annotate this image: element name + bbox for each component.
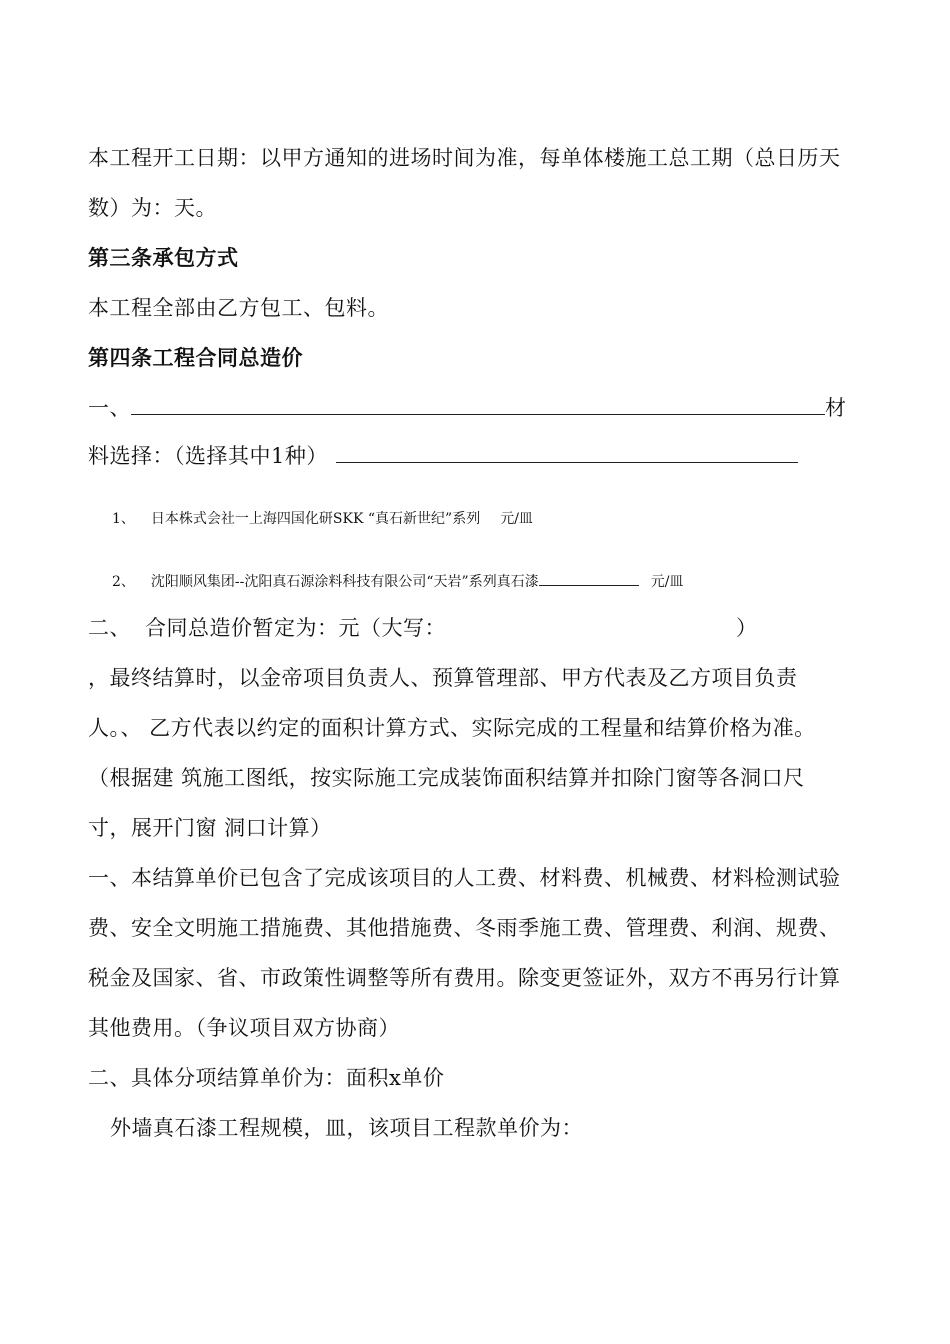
item-two-close: ） xyxy=(736,616,758,640)
item-two-line xyxy=(88,614,758,642)
paragraph-line-6: 费、安全文明施工措施费、其他措施费、冬雨季施工费、管理费、利润、规费、 xyxy=(88,916,841,940)
contract-method-text: 本工程全部由乙方包工、包料。 xyxy=(88,296,389,320)
material-choice-text: 料选择：（选择其中1种） xyxy=(88,444,328,468)
option-1 xyxy=(112,509,533,529)
option-2-text: 沈阳顺风集团--沈阳真石源涂料科技有限公司“天岩”系列真石漆 xyxy=(150,574,539,590)
paragraph-line-8: 其他费用。（争议项目双方协商） xyxy=(88,1016,400,1040)
paragraph-line-3: （根据建 筑施工图纸，按实际施工完成装饰面积结算并扣除门窗等各洞口尺 xyxy=(88,766,805,790)
item-two-prefix: 二、 xyxy=(88,616,131,640)
item-one-prefix: 一、 xyxy=(88,396,131,420)
start-date-text-line1: 本工程开工日期：以甲方通知的进场时间为准，每单体楼施工总工期（总日历天 xyxy=(88,146,841,170)
option-2-number: 2、 xyxy=(112,574,135,590)
paragraph-line-1: ，最终结算时，以金帝项目负责人、预算管理部、甲方代表及乙方项目负责 xyxy=(88,666,798,690)
material-choice-line xyxy=(88,442,798,470)
paragraph-line-5: 一、本结算单价已包含了完成该项目的人工费、材料费、机械费、材料检测试验 xyxy=(88,866,841,890)
section-heading-total-price: 第四条工程合同总造价 xyxy=(88,346,303,370)
option-1-unit: 元/皿 xyxy=(500,511,533,527)
blank-fill-line xyxy=(336,442,798,463)
option-2-unit: 元/皿 xyxy=(650,574,684,590)
item-two-text: 合同总造价暂定为：元（大写： xyxy=(145,616,446,640)
option-2 xyxy=(112,571,683,592)
item-one-line xyxy=(88,394,847,422)
blank-fill-line xyxy=(539,571,639,586)
paragraph-line-9: 二、具体分项结算单价为：面积x单价 xyxy=(88,1066,445,1090)
paragraph-line-10: 外墙真石漆工程规模，皿，该项目工程款单价为： xyxy=(110,1116,583,1140)
blank-fill-line xyxy=(131,394,825,415)
section-heading-contract-method: 第三条承包方式 xyxy=(88,246,239,270)
paragraph-line-4: 寸，展开门窗 洞口计算） xyxy=(88,816,332,840)
paragraph-line-2: 人。、 乙方代表以约定的面积计算方式、实际完成的工程量和结算价格为准。 xyxy=(88,716,816,740)
start-date-text-line2: 数）为：天。 xyxy=(88,196,217,220)
paragraph-line-7: 税金及国家、省、市政策性调整等所有费用。除变更签证外，双方不再另行计算 xyxy=(88,966,841,990)
option-1-text: 日本株式会社一上海四国化研SKK “真石新世纪”系列 xyxy=(150,511,481,527)
item-one-suffix: 材 xyxy=(825,396,847,420)
option-1-number: 1、 xyxy=(112,511,135,527)
